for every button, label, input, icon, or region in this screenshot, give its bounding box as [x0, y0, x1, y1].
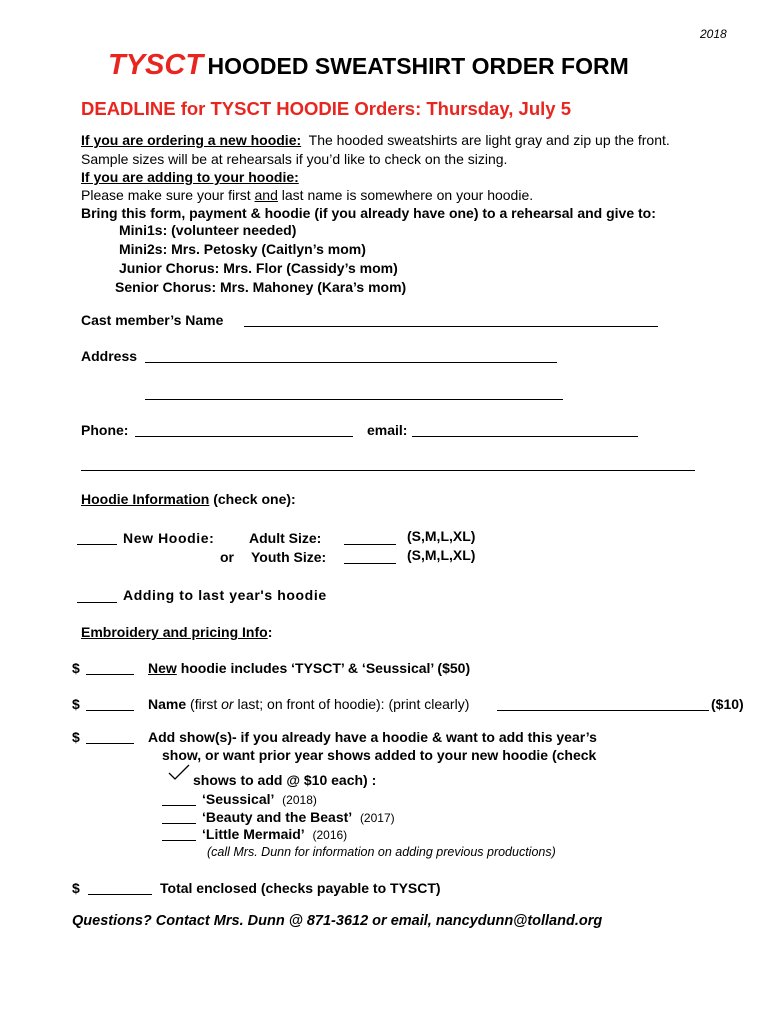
address-field-line2[interactable]: [145, 387, 563, 400]
dollar-sign: $: [72, 880, 80, 896]
adult-size-options: (S,M,L,XL): [407, 528, 476, 544]
phone-field[interactable]: [135, 424, 353, 437]
little-mermaid-check-field[interactable]: [162, 828, 196, 841]
checkmark-icon: [167, 763, 191, 786]
name-instructions-part1: (first: [190, 696, 218, 712]
title-brand: TYSCT: [108, 49, 204, 81]
dollar-sign: $: [72, 696, 80, 712]
adult-size-label: Adult Size:: [249, 530, 322, 546]
show-seussical: [202, 791, 317, 807]
total-enclosed-label: Total enclosed (checks payable to TYSCT): [160, 880, 441, 896]
contact-mini2s: Mini2s: Mrs. Petosky (Caitlyn’s mom): [119, 241, 366, 257]
name-instruction-part2: last name is somewhere on your hoodie.: [281, 187, 534, 203]
new-hoodie-heading: If you are ordering a new hoodie:: [81, 132, 302, 148]
new-word: New: [148, 660, 177, 676]
new-hoodie-price-line: [148, 660, 470, 676]
contact-mini1s: Mini1s: (volunteer needed): [119, 222, 297, 238]
youth-size-label: Youth Size:: [251, 549, 327, 565]
address-label: Address: [81, 348, 138, 364]
form-year: 2018: [700, 27, 727, 41]
name-amount-field[interactable]: [86, 698, 134, 711]
embroidery-heading: Embroidery and pricing Info:: [81, 624, 273, 640]
show-year: (2017): [359, 811, 395, 825]
adding-hoodie-label: Adding to last year's hoodie: [123, 587, 327, 603]
beauty-beast-check-field[interactable]: [162, 811, 196, 824]
name-embroidery-field[interactable]: [497, 698, 709, 711]
address-field-line1[interactable]: [145, 350, 557, 363]
name-instruction-and: and: [254, 187, 278, 203]
dollar-sign: $: [72, 660, 80, 676]
embroidery-title: Embroidery and pricing Info: [81, 624, 268, 640]
name-embroidery-line: [148, 696, 469, 712]
dollar-sign: $: [72, 729, 80, 745]
new-hoodie-amount-field[interactable]: [86, 662, 134, 675]
title-rest: HOODED SWEATSHIRT ORDER FORM: [207, 53, 629, 79]
show-name: ‘Beauty and the Beast’: [202, 809, 353, 825]
show-beauty-and-the-beast: [202, 809, 395, 825]
phone-label: Phone:: [81, 422, 129, 438]
bring-form-text: Bring this form, payment & hoodie (if you already have one) to a rehearsal and give to:: [81, 205, 656, 221]
seussical-check-field[interactable]: [162, 793, 196, 806]
add-shows-line2: show, or want prior year shows added to your new hoodie (check: [162, 747, 597, 763]
show-year: (2018): [282, 793, 317, 807]
name-instruction: [81, 187, 533, 203]
email-field[interactable]: [412, 424, 638, 437]
total-amount-field[interactable]: [88, 882, 152, 895]
new-hoodie-label: New Hoodie:: [123, 530, 215, 546]
deadline-heading: DEADLINE for TYSCT HOODIE Orders: Thursday, July 5: [81, 98, 571, 119]
new-hoodie-check-field[interactable]: [77, 532, 117, 545]
adding-hoodie-check-field[interactable]: [77, 590, 117, 603]
contact-junior-chorus: Junior Chorus: Mrs. Flor (Cassidy’s mom): [119, 260, 398, 276]
name-instructions-part2: last; on front of hoodie): (print clearly): [237, 696, 470, 712]
new-hoodie-price-text: hoodie includes ‘TYSCT’ & ‘Seussical’ ($50): [180, 660, 471, 676]
hoodie-info-heading: [81, 491, 296, 507]
cast-name-field[interactable]: [244, 314, 658, 327]
show-name: ‘Seussical’: [202, 791, 275, 807]
name-instructions-or: or: [221, 696, 234, 712]
show-little-mermaid: [202, 826, 347, 842]
hoodie-check-one: (check one):: [213, 491, 296, 507]
intro-new-line: [81, 132, 670, 148]
email-field-continued[interactable]: [81, 458, 695, 471]
or-label: or: [220, 549, 234, 565]
email-label: email:: [367, 422, 408, 438]
name-price: ($10): [711, 696, 744, 712]
questions-contact: Questions? Contact Mrs. Dunn @ 871-3612 or email, nancydunn@tolland.org: [72, 913, 603, 929]
add-shows-line3: shows to add @ $10 each) :: [193, 772, 377, 788]
youth-size-options: (S,M,L,XL): [407, 547, 476, 563]
show-year: (2016): [312, 828, 348, 842]
add-shows-amount-field[interactable]: [86, 731, 134, 744]
hoodie-info-title: Hoodie Information: [81, 491, 210, 507]
name-word: Name: [148, 696, 187, 712]
adding-hoodie-heading: If you are adding to your hoodie:: [81, 169, 299, 185]
new-hoodie-text: The hooded sweatshirts are light gray and zip up the front.: [308, 132, 670, 148]
cast-name-label: Cast member’s Name: [81, 312, 224, 328]
adult-size-field[interactable]: [344, 532, 396, 545]
sample-sizes-text: Sample sizes will be at rehearsals if you’d like to check on the sizing.: [81, 151, 508, 167]
contact-senior-chorus: Senior Chorus: Mrs. Mahoney (Kara’s mom): [115, 279, 407, 295]
add-shows-line1: Add show(s)- if you already have a hoodie & want to add this year’s: [148, 729, 597, 745]
show-name: ‘Little Mermaid’: [202, 826, 305, 842]
page-title: [108, 49, 629, 82]
name-instruction-part1: Please make sure your first: [81, 187, 251, 203]
call-note: (call Mrs. Dunn for information on adding previous productions): [207, 845, 556, 859]
youth-size-field[interactable]: [344, 551, 396, 564]
